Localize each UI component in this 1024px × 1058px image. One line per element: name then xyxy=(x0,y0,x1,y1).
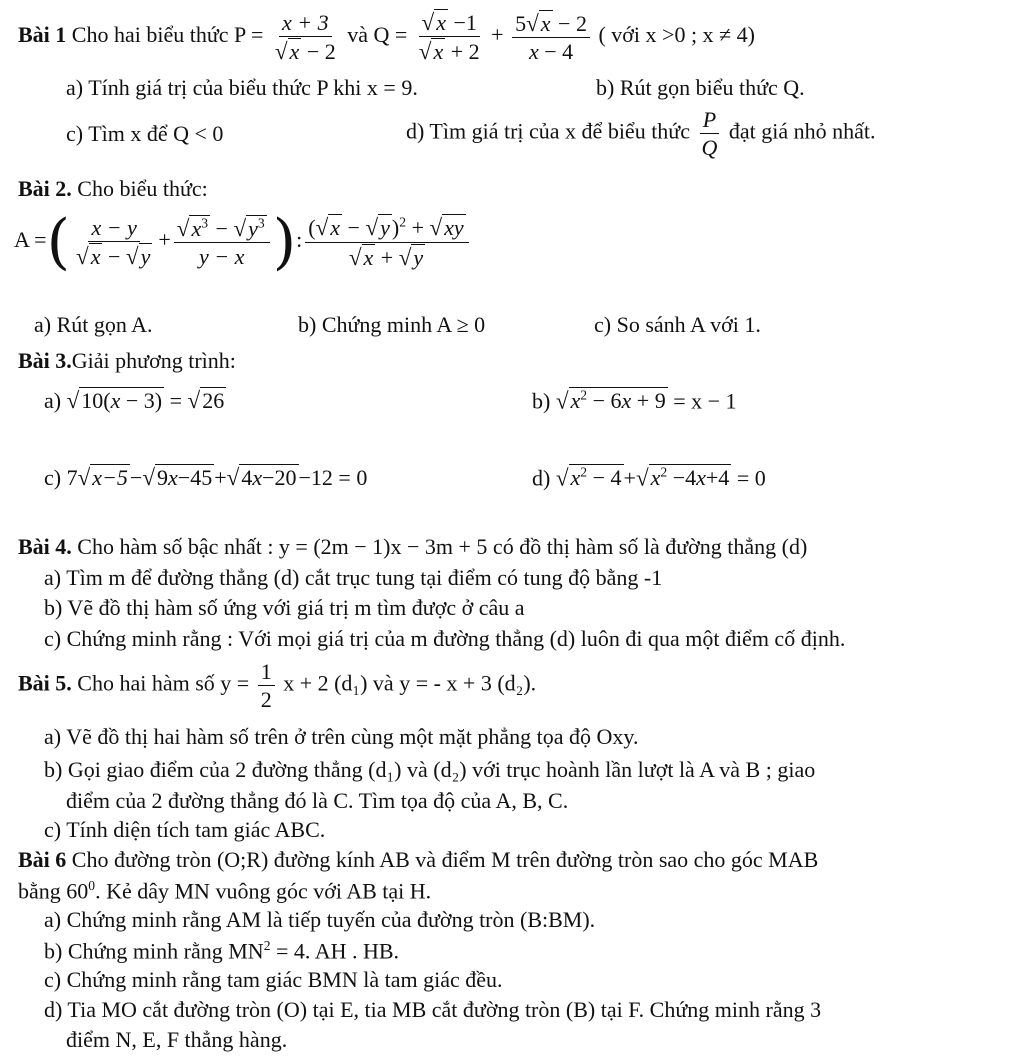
eq-c-label: c) xyxy=(44,465,62,490)
bai5-line xyxy=(18,660,536,711)
bai6-l2a: bằng 60 xyxy=(18,878,89,904)
eq-a-label: a) xyxy=(44,388,62,413)
bai4-line xyxy=(18,535,807,559)
bai2-b: b) Chứng minh A ≥ 0 xyxy=(298,312,486,337)
bai6-a: a) Chứng minh rằng AM là tiếp tuyến của đường tròn (B:BM). xyxy=(44,907,596,932)
bai5-b1: b) Gọi giao điểm của 2 đường thẳng (d₁) và (d₂) với trục hoành lần lượt là A và B ; giao xyxy=(44,757,816,782)
bai6-l2b: . Kẻ dây MN vuông góc với AB tại H. xyxy=(95,878,432,904)
bai2-intro: Cho biểu thức: xyxy=(77,176,208,201)
eq-d-label: d) xyxy=(532,465,551,491)
bai1-d-post: đạt giá nhỏ nhất. xyxy=(728,118,876,144)
bai1-condition: ( với x >0 ; x ≠ 4) xyxy=(598,21,755,47)
bai6-d2: điểm N, E, F thẳng hàng. xyxy=(66,1027,288,1052)
bai5-c: c) Tính diện tích tam giác ABC. xyxy=(44,817,326,842)
bai1-intro: Cho hai biểu thức P = xyxy=(71,21,264,47)
bai1-and: và Q = xyxy=(347,21,408,47)
bai6-b-post: = 4. AH . HB. xyxy=(276,938,400,964)
bai5-functions: x + 2 (d₁) và y = - x + 3 (d₂). xyxy=(283,670,537,696)
bai2-heading: Bài 2. xyxy=(18,176,72,201)
bai1-a: a) Tính giá trị của biểu thức P khi x = 9. xyxy=(66,75,418,100)
p-over-q: $\frac{P}{Q}$ xyxy=(701,107,718,161)
bai6-line xyxy=(18,848,818,872)
bai5-intro: Cho hai hàm số y = xyxy=(77,670,250,696)
bai3-line xyxy=(18,349,236,373)
q-fraction-2: $\frac{5√x - 2}{x - 4}$ xyxy=(512,11,590,63)
bai2-a: a) Rút gọn A. xyxy=(34,312,153,337)
bai4-b: b) Vẽ đồ thị hàm số ứng với giá trị m tìm được ở câu a xyxy=(44,595,525,620)
eq-a: a) √10(x − 3) = √26 xyxy=(44,387,225,413)
bai6-intro: Cho đường tròn (O;R) đường kính AB và điểm M trên đường tròn sao cho góc MAB xyxy=(71,847,819,872)
bai1-d-pre: d) Tìm giá trị của x để biểu thức xyxy=(406,118,690,144)
eq-c: c) 7√x−5−√9x−45+√4x−20−12 = 0 xyxy=(44,464,368,490)
bai1-b: b) Rút gọn biểu thức Q. xyxy=(596,75,805,100)
bai1-c: c) Tìm x để Q < 0 xyxy=(66,121,224,146)
bai5-heading: Bài 5. xyxy=(18,670,72,696)
bai6-d1: d) Tia MO cắt đường tròn (O) tại E, tia MB cắt đường tròn (B) tại F. Chứng minh rằng 3 xyxy=(44,997,822,1022)
bai3-intro: Giải phương trình: xyxy=(71,348,236,373)
bai5-a: a) Vẽ đồ thị hai hàm số trên ở trên cùng một mặt phẳng tọa độ Oxy. xyxy=(44,724,639,749)
bai6-b-pre: b) Chứng minh rằng MN xyxy=(44,938,264,964)
bai4-intro: Cho hàm số bậc nhất : y = (2m − 1)x − 3m + 5 có đồ thị hàm số là đường thẳng (d) xyxy=(77,534,808,559)
q-fraction-1: $\frac{√x -1}{√x + 2}$ xyxy=(418,9,480,65)
bai6-heading: Bài 6 xyxy=(18,847,67,872)
bai4-a: a) Tìm m để đường thẳng (d) cắt trục tung tại điểm có tung độ bằng -1 xyxy=(44,565,663,590)
bai1-heading: Bài 1 xyxy=(18,21,67,47)
expression-a: A =( $\frac{x - y}{√x - √y}$ + $\frac{√x^3 - √y^3}{y - x}$ ): $\frac{(√x - √y)^2 + √xy}{√x + √y}$ xyxy=(14,212,472,272)
bai1-d xyxy=(406,108,876,159)
p-fraction: $\frac{x + 3}{√x - 2}$ xyxy=(274,9,336,64)
bai2-line xyxy=(18,177,208,201)
bai6-line2: bằng $60^0$. Kẻ dây MN vuông góc với AB tại H. xyxy=(18,878,432,904)
half-fraction: $\frac{1}{2}$ xyxy=(258,660,275,711)
bai4-heading: Bài 4. xyxy=(18,534,72,559)
bai2-c: c) So sánh A với 1. xyxy=(594,312,761,337)
eq-d: d) $√x^2 - 4+√x^2 -4x+4 = 0$ xyxy=(532,464,766,491)
eq-b-label: b) xyxy=(532,388,551,414)
bai6-c: c) Chứng minh rằng tam giác BMN là tam giác đều. xyxy=(44,967,503,992)
bai5-b2: điểm của 2 đường thẳng đó là C. Tìm tọa độ của A, B, C. xyxy=(66,788,569,813)
bai4-c: c) Chứng minh rằng : Với mọi giá trị của m đường thẳng (d) luôn đi qua một điểm cố định. xyxy=(44,626,846,651)
bai6-b: b) Chứng minh rằng $MN^2 = 4$. AH . HB. xyxy=(44,938,400,964)
bai3-heading: Bài 3. xyxy=(18,348,72,373)
eq-b: b) $√x^2 - 6x + 9 = x - 1$ xyxy=(532,387,737,414)
bai1-line: Bài 1 Cho hai biểu thức P = $\frac{x + 3}{√x - 2}$ và Q = $\frac{√x -1}{√x + 2}$ + $\frac{5√x - 2}{x - 4}$ ( với x >0 ; x ≠ 4) xyxy=(18,9,755,65)
